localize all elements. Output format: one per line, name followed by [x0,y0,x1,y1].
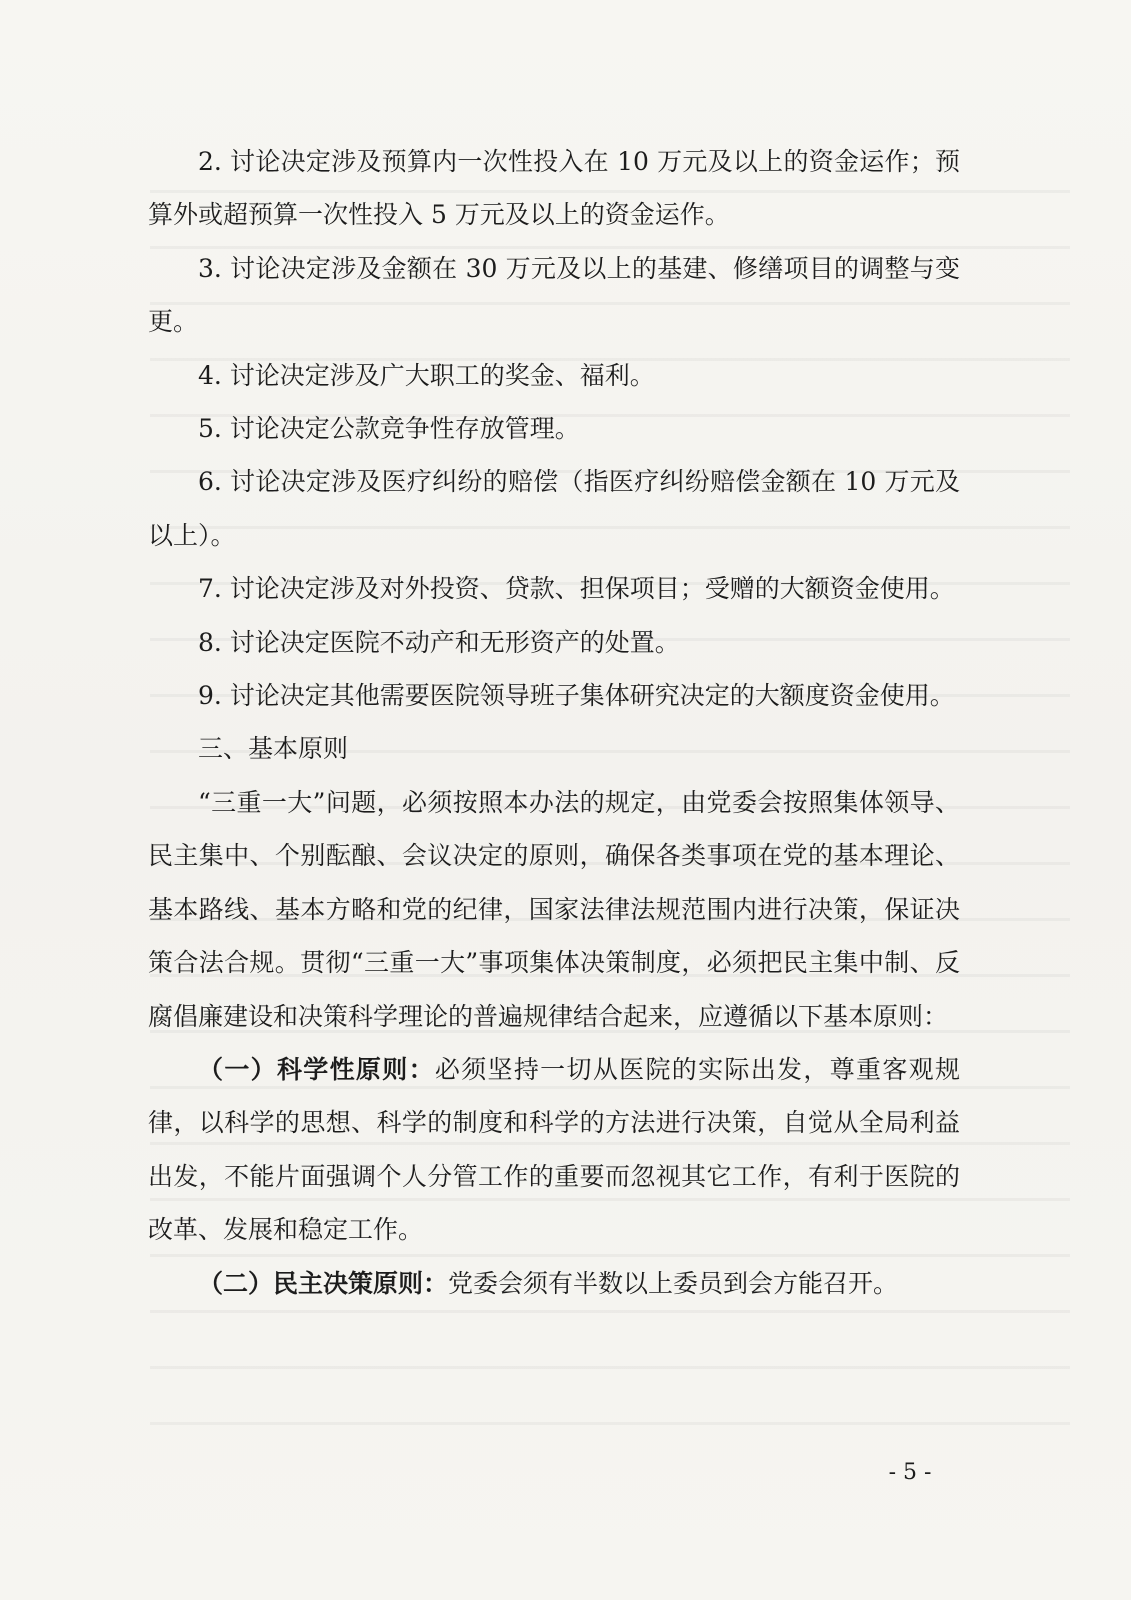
principle-democratic [148,1257,960,1310]
list-item-5: 5. 讨论决定公款竞争性存放管理。 [198,414,580,444]
principle-democratic-body: 党委会须有半数以上委员到会方能召开。 [448,1268,899,1298]
document-body [148,135,960,1310]
principle-scientific-title: （一）科学性原则： [198,1054,435,1084]
principle-scientific [148,1043,960,1257]
page-number: - 5 - [888,1460,932,1485]
list-item-8: 8. 讨论决定医院不动产和无形资产的处置。 [198,627,680,657]
principle-democratic-title: （二）民主决策原则： [198,1268,449,1298]
list-item-7: 7. 讨论决定涉及对外投资、贷款、担保项目；受赠的大额资金使用。 [198,574,955,604]
list-item-3: 3. 讨论决定涉及金额在 30 万元及以上的基建、修缮项目的调整与变更。 [148,253,960,337]
list-item-9: 9. 讨论决定其他需要医院领导班子集体研究决定的大额度资金使用。 [198,681,955,711]
principle-scientific-body: 必须坚持一切从医院的实际出发，尊重客观规律，以科学的思想、科学的制度和科学的方法进行决策，自觉从全局利益出发，不能片面强调个人分管工作的重要而忽视其它工作，有利于医院的改革、发展和稳定工作。 [148,1054,960,1245]
list-item-4: 4. 讨论决定涉及广大职工的奖金、福利。 [198,360,655,390]
intro-paragraph: “三重一大”问题，必须按照本办法的规定，由党委会按照集体领导、民主集中、个别酝酿、会议决定的原则，确保各类事项在党的基本理论、基本路线、基本方略和党的纪律，国家法律法规范围内进行决策，保证决策合法合规。贯彻“三重一大”事项集体决策制度，必须把民主集中制、反腐倡廉建设和决策科学理论的普遍规律结合起来，应遵循以下基本原则： [148,787,960,1031]
list-item-6: 6. 讨论决定涉及医疗纠纷的赔偿（指医疗纠纷赔偿金额在 10 万元及以上）。 [148,467,960,550]
section-heading: 三、基本原则 [198,734,349,764]
list-item-2: 2. 讨论决定涉及预算内一次性投入在 10 万元及以上的资金运作；预算外或超预算一次性投入 5 万元及以上的资金运作。 [148,147,960,230]
